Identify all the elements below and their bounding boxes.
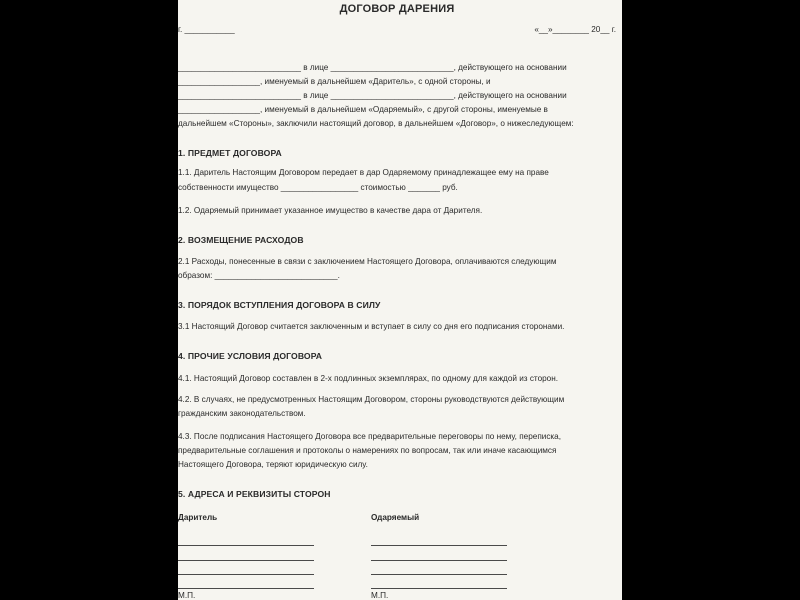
stamp-label: М.П. — [371, 591, 389, 600]
paragraph-line: 4.3. После подписания Настоящего Договора все предварительные переговоры по нему, переписка, — [178, 432, 562, 441]
section-heading: 1. ПРЕДМЕТ ДОГОВОРА — [178, 148, 282, 158]
signature-line — [371, 574, 507, 575]
paragraph-line: 4.2. В случаях, не предусмотренных Настоящим Договором, стороны руководствуются действующим — [178, 395, 565, 404]
section-heading: 3. ПОРЯДОК ВСТУПЛЕНИЯ ДОГОВОРА В СИЛУ — [178, 300, 381, 310]
preamble-line: ___________________________ в лице ___________________________, действующего на основании — [178, 63, 567, 72]
paragraph-line: предварительные соглашения и протоколы о намерениях по вопросам, так или иначе касающимся — [178, 446, 557, 455]
signature-line — [371, 588, 507, 589]
signature-line — [178, 574, 314, 575]
paragraph-line: 4.1. Настоящий Договор составлен в 2-х подлинных экземплярах, по одному для каждой из сторон. — [178, 374, 559, 383]
preamble-line: __________________, именуемый в дальнейшем «Одаряемый», с другой стороны, именуемые в — [178, 105, 548, 114]
paragraph-line: собственности имущество _________________ стоимостью _______ руб. — [178, 183, 458, 192]
document-page — [178, 0, 622, 600]
signature-line — [178, 545, 314, 546]
section-heading: 5. АДРЕСА И РЕКВИЗИТЫ СТОРОН — [178, 489, 331, 499]
paragraph-line: 3.1 Настоящий Договор считается заключенным и вступает в силу со дня его подписания сторонами. — [178, 322, 565, 331]
preamble-line: дальнейшем «Стороны», заключили настоящий договор, в дальнейшем «Договор», о нижеследующем: — [178, 119, 574, 128]
signature-line — [178, 588, 314, 589]
recipient-signature-block — [371, 510, 521, 600]
section-heading: 2. ВОЗМЕЩЕНИЕ РАСХОДОВ — [178, 235, 304, 245]
section-heading: 4. ПРОЧИЕ УСЛОВИЯ ДОГОВОРА — [178, 351, 323, 361]
donor-label: Даритель — [178, 513, 218, 522]
signature-line — [371, 545, 507, 546]
place-date-row — [178, 22, 616, 38]
preamble-line: __________________, именуемый в дальнейшем «Даритель», с одной стороны, и — [178, 77, 491, 86]
stamp-label: М.П. — [178, 591, 196, 600]
preamble-line: ___________________________ в лице ___________________________, действующего на основании — [178, 91, 567, 100]
signature-line — [371, 560, 507, 561]
paragraph-line: Настоящего Договора, теряют юридическую силу. — [178, 460, 368, 469]
signature-line — [178, 560, 314, 561]
recipient-label: Одаряемый — [371, 513, 420, 522]
place-field: г. ___________ — [178, 25, 235, 34]
donor-signature-block — [178, 510, 328, 600]
paragraph-line: 2.1 Расходы, понесенные в связи с заключением Настоящего Договора, оплачиваются следующим — [178, 257, 557, 266]
paragraph-line: образом: ___________________________. — [178, 271, 340, 280]
paragraph-line: гражданским законодательством. — [178, 409, 306, 418]
document-title: ДОГОВОР ДАРЕНИЯ — [339, 3, 455, 15]
date-field: «__»________ 20__ г. — [534, 25, 616, 34]
paragraph-line: 1.2. Одаряемый принимает указанное имущество в качестве дара от Дарителя. — [178, 206, 483, 215]
paragraph-line: 1.1. Даритель Настоящим Договором передает в дар Одаряемому принадлежащее ему на праве — [178, 168, 549, 177]
